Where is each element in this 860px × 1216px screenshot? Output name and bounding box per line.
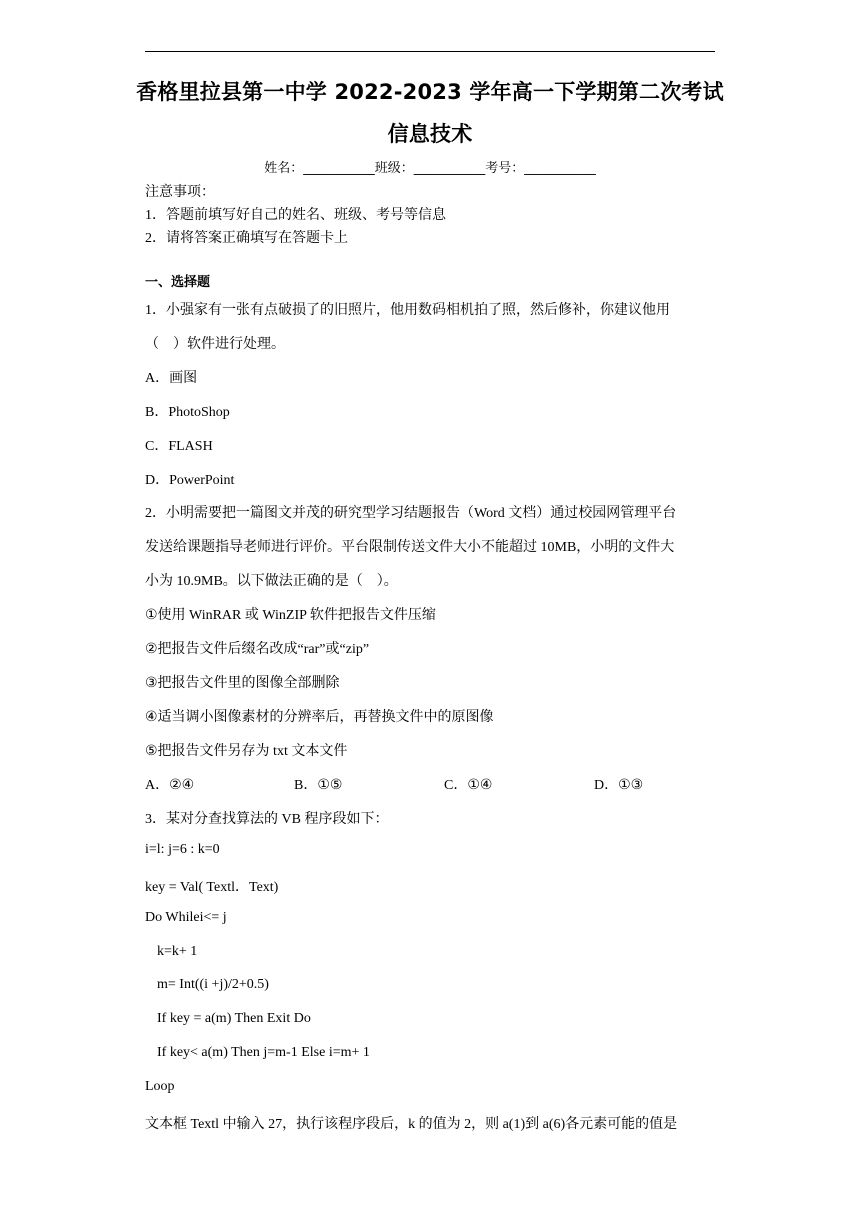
q2-statement: ②把报告文件后缀名改成“rar”或“zip” xyxy=(145,642,370,657)
q2-statement: ①使用 WinRAR 或 WinZIP 软件把报告文件压缩 xyxy=(145,608,436,623)
top-rule xyxy=(145,51,715,52)
q3-code-line: key = Val( Textl．Text) xyxy=(145,880,279,895)
q3-code-line: If key< a(m) Then j=m-1 Else i=m+ 1 xyxy=(157,1045,370,1060)
q2-stem-cont: 小为 10.9MB。以下做法正确的是（ ）。 xyxy=(145,574,398,589)
q1-option-d: D．PowerPoint xyxy=(145,473,235,488)
q3-code-line: i=l: j=6 : k=0 xyxy=(145,842,220,857)
q2-statement: ⑤把报告文件另存为 txt 文本文件 xyxy=(145,744,348,759)
q3-code-line: If key = a(m) Then Exit Do xyxy=(157,1011,311,1026)
q3-stem: 3．某对分查找算法的 VB 程序段如下： xyxy=(145,812,389,827)
q3-code-line: Do Whilei<= j xyxy=(145,910,227,925)
q2-option-c: C．①④ xyxy=(444,778,493,793)
q3-code-line: Loop xyxy=(145,1079,175,1094)
notes-heading: 注意事项： xyxy=(145,185,215,200)
section-heading: 一、选择题 xyxy=(145,275,211,290)
q2-statement: ④适当调小图像素材的分辨率后，再替换文件中的原图像 xyxy=(145,710,494,725)
note-item: 1．答题前填写好自己的姓名、班级、考号等信息 xyxy=(145,208,446,223)
q3-tail: 文本框 Textl 中输入 27，执行该程序段后，k 的值为 2，则 a(1)到 a(6)各元素可能的值是 xyxy=(145,1117,678,1132)
q2-option-a: A．②④ xyxy=(145,778,195,793)
note-item: 2．请将答案正确填写在答题卡上 xyxy=(145,231,348,246)
q1-option-b: B．PhotoShop xyxy=(145,405,230,420)
q1-option-a: A．画图 xyxy=(145,371,198,386)
q2-stem: 2．小明需要把一篇图文并茂的研究型学习结题报告（Word 文档）通过校园网管理平台 xyxy=(145,506,677,521)
q3-code-line: k=k+ 1 xyxy=(157,944,198,959)
exam-title: 香格里拉县第一中学 2022-2023 学年高一下学期第二次考试 xyxy=(136,80,724,104)
q1-stem-cont: （ ）软件进行处理。 xyxy=(145,337,285,352)
q2-statement: ③把报告文件里的图像全部删除 xyxy=(145,676,340,691)
q2-option-d: D．①③ xyxy=(594,778,644,793)
subject-title: 信息技术 xyxy=(387,122,473,146)
q1-option-c: C．FLASH xyxy=(145,439,213,454)
student-info-line: 姓名：___________班级：___________考号：___________ xyxy=(264,161,596,176)
q1-stem: 1．小强家有一张有点破损了的旧照片，他用数码相机拍了照，然后修补，你建议他用 xyxy=(145,303,670,318)
q2-stem-cont: 发送给课题指导老师进行评价。平台限制传送文件大小不能超过 10MB，小明的文件大 xyxy=(145,540,675,555)
q3-code-line: m= Int((i +j)/2+0.5) xyxy=(157,977,269,992)
q2-option-b: B．①⑤ xyxy=(294,778,343,793)
